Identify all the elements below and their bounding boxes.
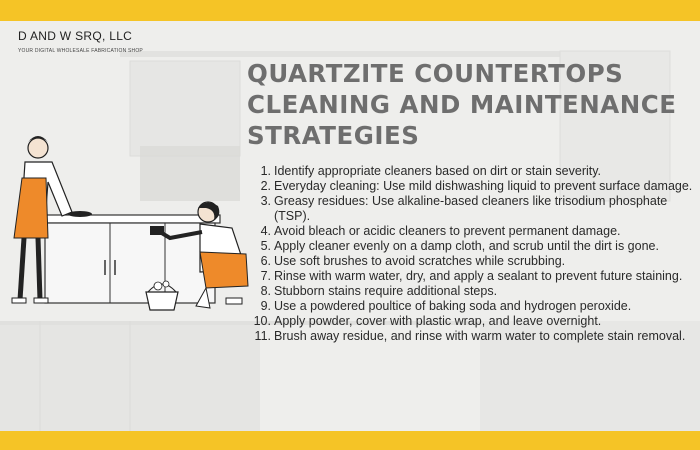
step-text: Avoid bleach or acidic cleaners to prevent permanent damage. xyxy=(274,224,621,238)
list-item xyxy=(253,239,693,254)
page-title xyxy=(247,58,687,151)
bucket-icon xyxy=(146,292,178,310)
step-text: Rinse with warm water, dry, and apply a sealant to prevent future staining. xyxy=(274,269,683,283)
step-text: Greasy residues: Use alkaline-based cleaners like trisodium phosphate (TSP). xyxy=(274,194,668,223)
step-number: 5. xyxy=(260,239,271,253)
list-item xyxy=(253,254,693,269)
title-line: STRATEGIES xyxy=(247,121,420,150)
step-text: Use a powdered poultice of baking soda and hydrogen peroxide. xyxy=(274,299,632,313)
step-text: Identify appropriate cleaners based on dirt or stain severity. xyxy=(274,164,602,178)
title-line: CLEANING AND MAINTENANCE xyxy=(247,90,677,119)
step-number: 6. xyxy=(260,254,271,268)
step-number: 11. xyxy=(254,329,271,343)
bottom-accent-band xyxy=(0,431,700,450)
list-item xyxy=(253,314,693,329)
step-text: Apply cleaner evenly on a damp cloth, and scrub until the dirt is gone. xyxy=(274,239,659,253)
man-head xyxy=(28,138,48,158)
steps-list xyxy=(253,164,693,344)
step-number: 9. xyxy=(260,299,271,313)
cleaning-people-illustration xyxy=(0,120,260,320)
list-item xyxy=(253,269,693,284)
step-text: Everyday cleaning: Use mild dishwashing liquid to prevent surface damage. xyxy=(274,179,693,193)
step-number: 3. xyxy=(260,194,271,208)
list-item xyxy=(253,179,693,194)
brand-block xyxy=(18,29,143,54)
list-item xyxy=(253,224,693,239)
step-number: 4. xyxy=(260,224,271,238)
step-number: 8. xyxy=(260,284,271,298)
woman-apron xyxy=(200,252,248,288)
cleaning-cloth xyxy=(68,211,92,217)
step-number: 7. xyxy=(260,269,271,283)
list-item xyxy=(253,194,693,224)
step-number: 2. xyxy=(260,179,271,193)
list-item xyxy=(253,284,693,299)
brand-tagline: YOUR DIGITAL WHOLESALE FABRICATION SHOP xyxy=(18,48,143,54)
step-number: 1. xyxy=(260,164,271,178)
step-text: Use soft brushes to avoid scratches while scrubbing. xyxy=(274,254,566,268)
step-text: Apply powder, cover with plastic wrap, and leave overnight. xyxy=(274,314,602,328)
step-number: 10. xyxy=(253,314,271,328)
step-text: Stubborn stains require additional steps. xyxy=(274,284,498,298)
title-line: QUARTZITE COUNTERTOPS xyxy=(247,59,624,88)
counter-top xyxy=(40,215,220,223)
list-item xyxy=(253,329,693,344)
cleaning-sponge xyxy=(150,226,164,235)
brand-name: D AND W SRQ, LLC xyxy=(18,29,133,43)
step-text: Brush away residue, and rinse with warm water to complete stain removal. xyxy=(274,329,686,343)
top-accent-band xyxy=(0,0,700,21)
list-item xyxy=(253,299,693,314)
list-item xyxy=(253,164,693,179)
man-apron xyxy=(14,178,48,238)
